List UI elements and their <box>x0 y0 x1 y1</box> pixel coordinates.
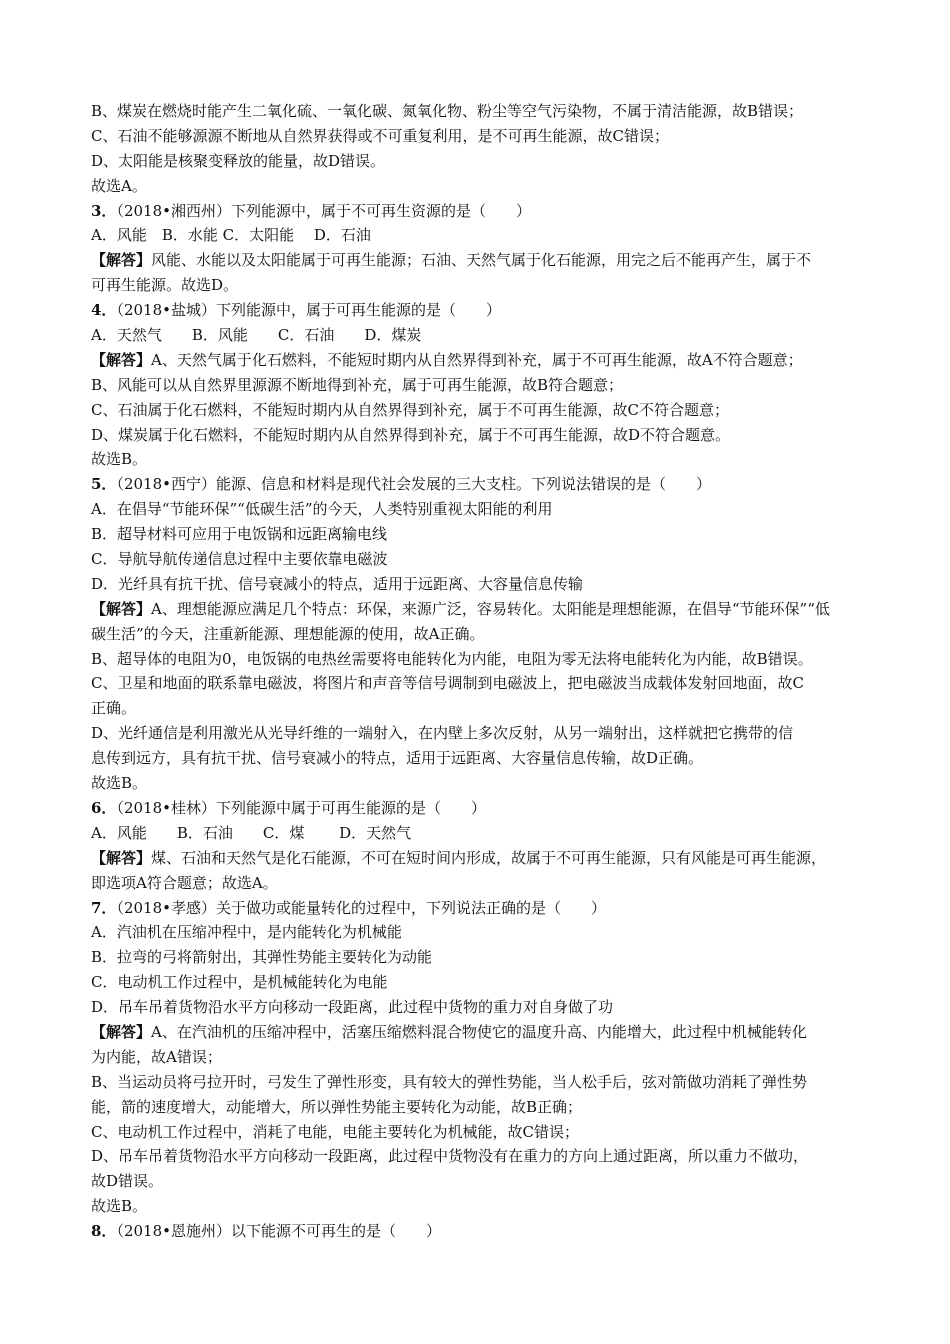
text-line: 为内能，故A错误； <box>91 1047 222 1066</box>
question-number: 6． <box>91 798 117 817</box>
question-line <box>91 298 890 323</box>
text-line: 息传到远方，具有抗干扰、信号衰减小的特点，适用于远距离、大容量信息传输，故D正确。 <box>91 749 704 768</box>
text-line: C、电动机工作过程中，消耗了电能，电能主要转化为机械能，故C错误； <box>91 1122 579 1141</box>
text-line: A．风能 B．水能 C．太阳能 D．石油 <box>91 226 371 245</box>
text-line: A．在倡导“节能环保”“低碳生活”的今天，人类特别重视太阳能的利用 <box>91 500 553 519</box>
question-line <box>91 1219 890 1244</box>
text-line: 能，箭的速度增大，动能增大，所以弹性势能主要转化为动能，故B正确； <box>91 1097 583 1116</box>
question-text: （2018•湘西州）下列能源中，属于不可再生资源的是（ ） <box>116 201 531 220</box>
answer-tag: 【解答】 <box>91 848 152 867</box>
question-text: （2018•桂林）下列能源中属于可再生能源的是（ ） <box>116 798 486 817</box>
text-line: 故选B。 <box>91 450 148 469</box>
text-line: 故选A。 <box>91 176 147 195</box>
question-number: 5． <box>91 475 117 494</box>
question-number: 7． <box>91 898 117 917</box>
text-line: B、风能可以从自然界里源源不断地得到补充，属于可再生能源，故B符合题意； <box>91 375 624 394</box>
text-line: D．吊车吊着货物沿水平方向移动一段距离，此过程中货物的重力对自身做了功 <box>91 998 614 1017</box>
answer-text: A、在汽油机的压缩冲程中，活塞压缩燃料混合物使它的温度升高、内能增大，此过程中机械能转化 <box>151 1022 807 1041</box>
text-line: B．超导材料可应用于电饭锅和远距离输电线 <box>91 525 388 544</box>
answer-line <box>91 597 890 622</box>
answer-tag: 【解答】 <box>91 350 152 369</box>
question-line <box>91 199 890 224</box>
text-line: B、当运动员将弓拉开时，弓发生了弹性形变，具有较大的弹性势能，当人松手后，弦对箭做功消耗了弹性势 <box>91 1072 808 1091</box>
question-number: 8． <box>91 1222 117 1241</box>
text-line: C、石油不能够源源不断地从自然界获得或不可重复利用，是不可再生能源，故C错误； <box>91 126 669 145</box>
text-line: A．风能 B．石油 C．煤 D．天然气 <box>91 823 412 842</box>
question-text: （2018•恩施州）以下能源不可再生的是（ ） <box>116 1222 441 1241</box>
text-line: C．电动机工作过程中，是机械能转化为电能 <box>91 973 388 992</box>
question-text: （2018•西宁）能源、信息和材料是现代社会发展的三大支柱。下列说法错误的是（ ） <box>116 475 711 494</box>
text-line: D、光纤通信是利用激光从光导纤维的一端射入，在内壁上多次反射，从另一端射出，这样就把它携带的信 <box>91 724 794 743</box>
question-text: （2018•盐城）下列能源中，属于可再生能源的是（ ） <box>116 301 501 320</box>
text-line: 故选B。 <box>91 774 148 793</box>
text-line: C．导航导航传递信息过程中主要依靠电磁波 <box>91 550 388 569</box>
answer-tag: 【解答】 <box>91 1022 152 1041</box>
answer-text: A、天然气属于化石燃料，不能短时期内从自然界得到补充，属于不可再生能源，故A不符合题意； <box>151 350 803 369</box>
answer-text: 煤、石油和天然气是化石能源，不可在短时间内形成，故属于不可再生能源，只有风能是可再生能源， <box>151 848 827 867</box>
question-line <box>91 896 890 921</box>
text-line: C、卫星和地面的联系靠电磁波，将图片和声音等信号调制到电磁波上，把电磁波当成载体发射回地面，故C <box>91 674 804 693</box>
text-line: C、石油属于化石燃料，不能短时期内从自然界得到补充，属于不可再生能源，故C不符合题意； <box>91 400 729 419</box>
text-line: B、超导体的电阻为0，电饭锅的电热丝需要将电能转化为内能，电阻为零无法将电能转化为内能，故B错误。 <box>91 649 813 668</box>
question-line <box>91 796 890 821</box>
text-line: 正确。 <box>91 699 137 718</box>
answer-tag: 【解答】 <box>91 251 152 270</box>
text-line: 故D错误。 <box>91 1172 164 1191</box>
text-line: D、太阳能是核聚变释放的能量，故D错误。 <box>91 151 386 170</box>
text-line: B、煤炭在燃烧时能产生二氧化硫、一氧化碳、氮氧化物、粉尘等空气污染物，不属于清洁能源，故B错误； <box>91 102 804 120</box>
question-number: 4． <box>91 301 117 320</box>
text-line: D、煤炭属于化石燃料，不能短时期内从自然界得到补充，属于不可再生能源，故D不符合题意。 <box>91 425 731 444</box>
text-line: 可再生能源。故选D。 <box>91 276 239 295</box>
text-line: 故选B。 <box>91 1197 148 1216</box>
text-line: 碳生活”的今天，注重新能源、理想能源的使用，故A正确。 <box>91 624 485 643</box>
answer-text: 风能、水能以及太阳能属于可再生能源；石油、天然气属于化石能源，用完之后不能再产生，属于不 <box>151 251 812 270</box>
answer-line <box>91 846 890 871</box>
text-line: D．光纤具有抗干扰、信号衰减小的特点，适用于远距离、大容量信息传输 <box>91 574 584 593</box>
question-line <box>91 472 890 497</box>
text-line: B．拉弯的弓将箭射出，其弹性势能主要转化为动能 <box>91 948 433 967</box>
answer-line <box>91 248 890 273</box>
document-body <box>91 99 890 1244</box>
answer-text: A、理想能源应满足几个特点：环保，来源广泛，容易转化。太阳能是理想能源，在倡导“节能环保”“低 <box>151 599 830 618</box>
answer-line <box>91 1020 890 1045</box>
text-line: A．天然气 B．风能 C．石油 D．煤炭 <box>91 326 422 345</box>
text-line: 即选项A符合题意；故选A。 <box>91 873 278 892</box>
answer-tag: 【解答】 <box>91 599 152 618</box>
text-line: A．汽油机在压缩冲程中，是内能转化为机械能 <box>91 923 402 942</box>
question-text: （2018•孝感）关于做功或能量转化的过程中，下列说法正确的是（ ） <box>116 898 606 917</box>
answer-line <box>91 348 890 373</box>
text-line: D、吊车吊着货物沿水平方向移动一段距离，此过程中货物没有在重力的方向上通过距离，所以重力不做功， <box>91 1147 809 1166</box>
question-number: 3． <box>91 201 117 220</box>
